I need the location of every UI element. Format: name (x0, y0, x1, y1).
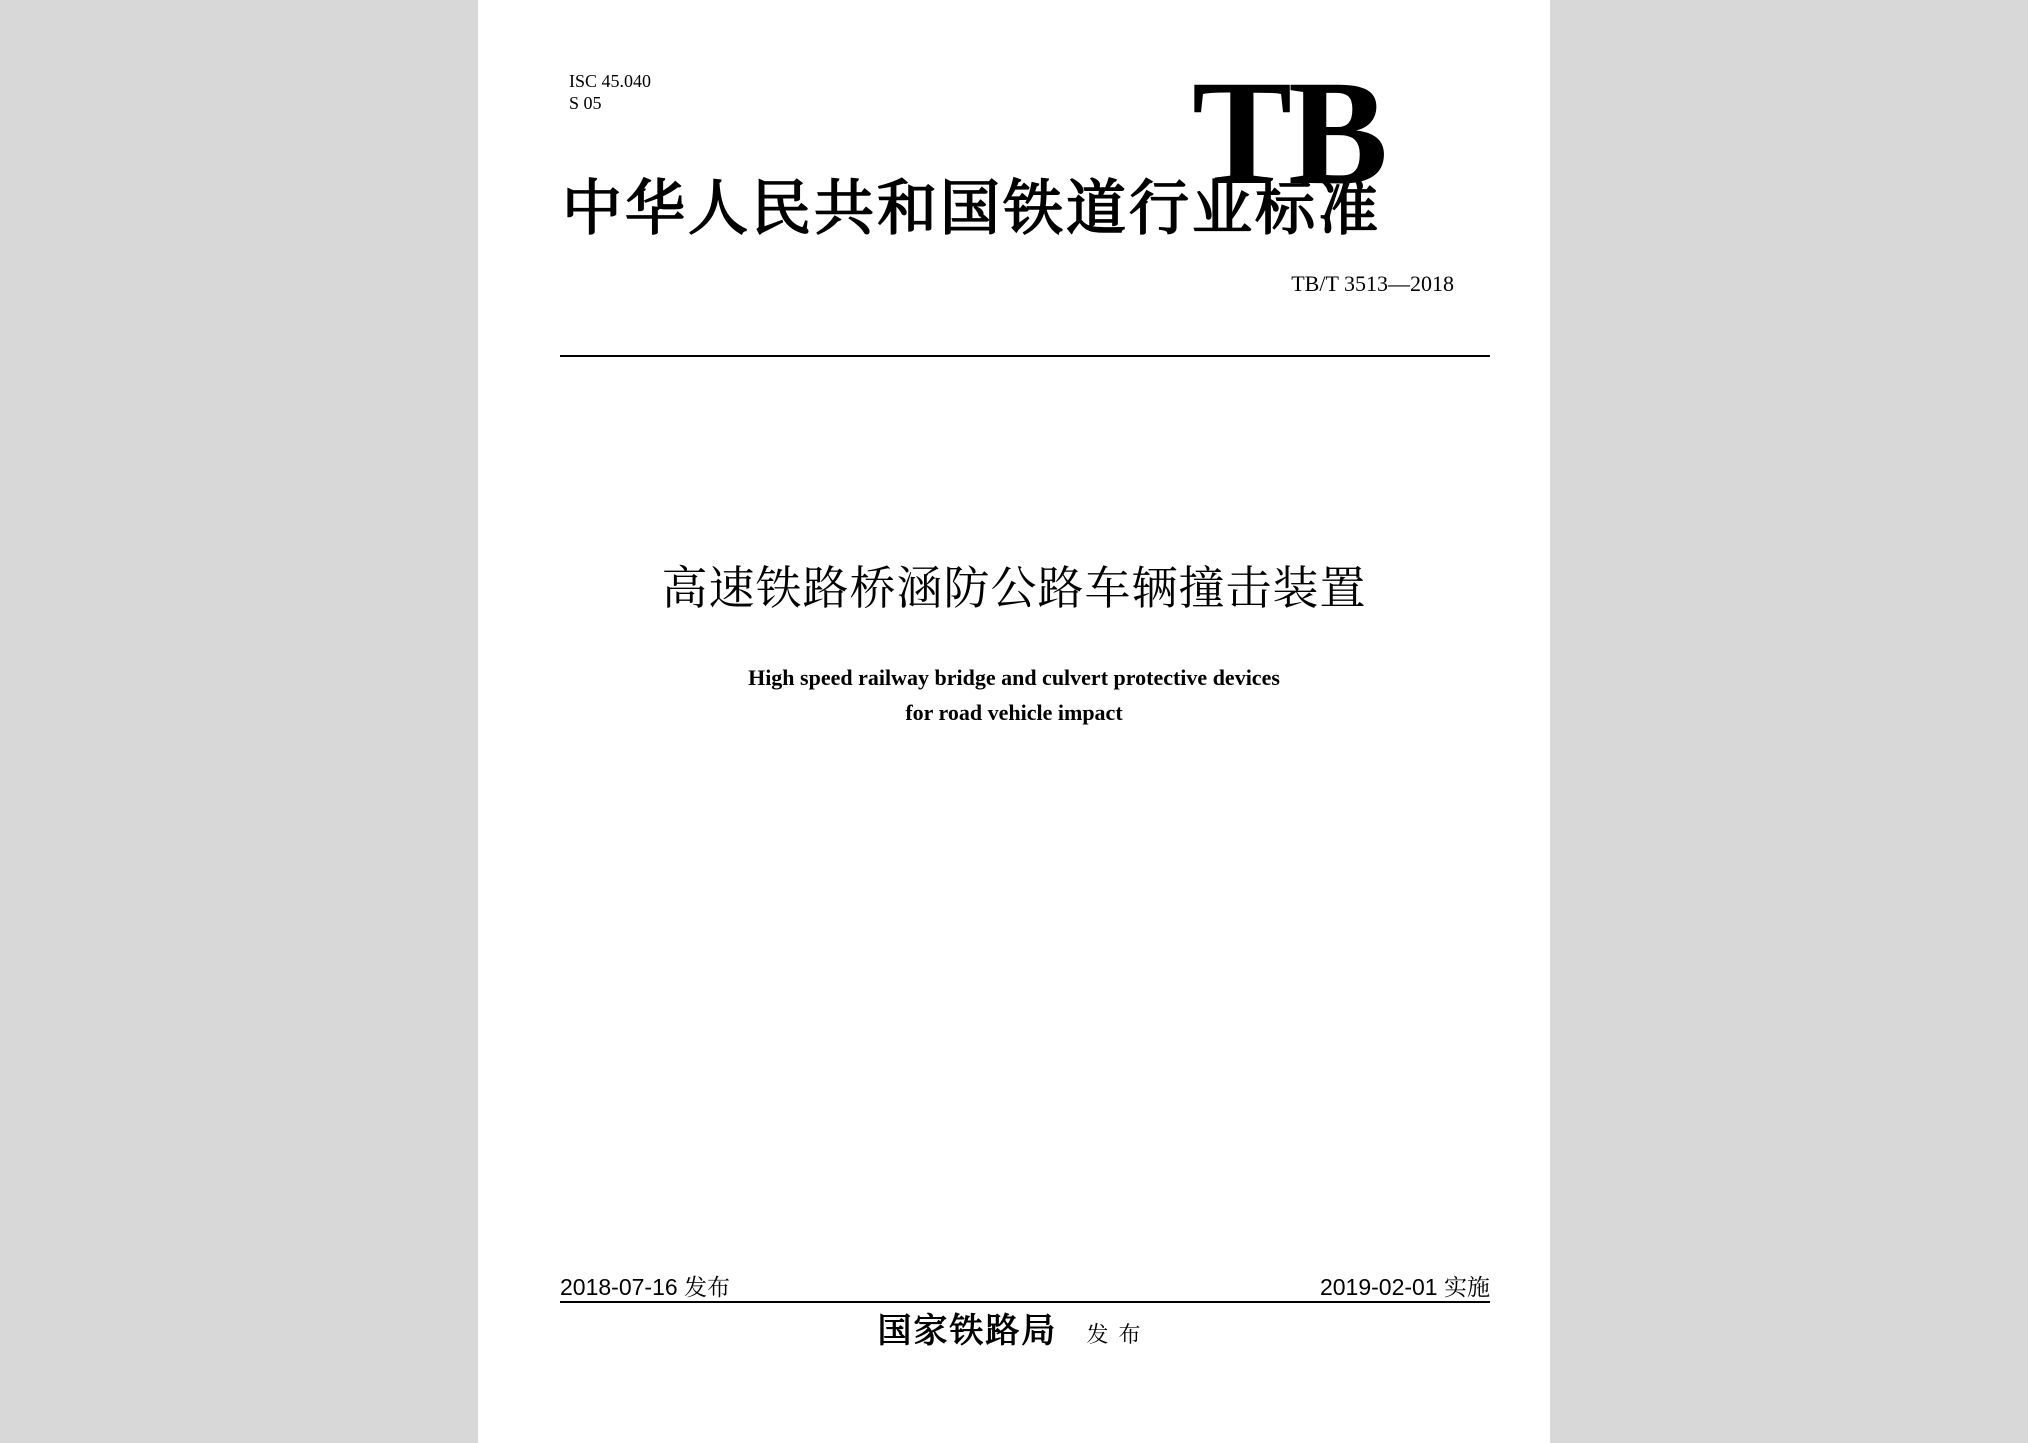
english-title-line-1: High speed railway bridge and culvert protective devices (748, 665, 1280, 690)
publish-label: 发布 (1086, 1323, 1151, 1348)
document-title-chinese: 高速铁路桥涵防公路车辆撞击装置 (661, 561, 1367, 615)
classification-codes (569, 70, 651, 114)
issue-date (560, 1272, 730, 1302)
tb-logo: TB (1192, 50, 1385, 216)
implementation-date-label: 实施 (1444, 1274, 1490, 1300)
ics-code: ISC 45.040 (569, 71, 652, 91)
publisher-name: 国家铁路局 (877, 1311, 1058, 1351)
english-title-line-2: for road vehicle impact (905, 700, 1123, 725)
document-page (478, 0, 1550, 1443)
standard-number: TB/T 3513—2018 (1291, 271, 1454, 296)
implementation-date (1320, 1272, 1490, 1302)
footer-divider (560, 1301, 1490, 1303)
document-title-english (478, 660, 1550, 730)
ccs-code: S 05 (569, 93, 602, 113)
header-divider (560, 355, 1490, 357)
issuing-authority-heading: 中华人民共和国铁道行业标准 (562, 174, 1381, 244)
implementation-date-value: 2019-02-01 (1319, 1274, 1438, 1300)
issue-date-label: 发布 (684, 1274, 731, 1300)
issue-date-value: 2018-07-16 (560, 1274, 678, 1300)
publisher-line (478, 1310, 1550, 1358)
